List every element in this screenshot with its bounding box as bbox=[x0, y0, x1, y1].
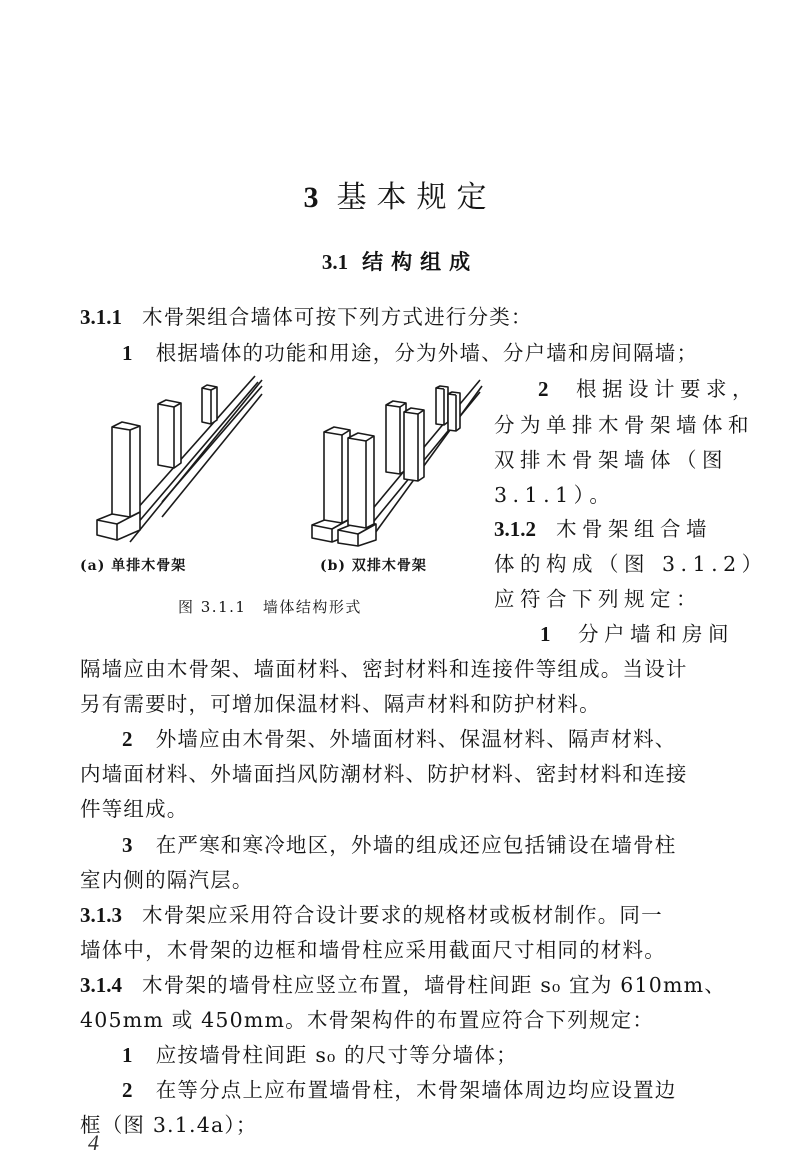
item-number: 1 bbox=[122, 341, 134, 365]
clause-3-1-2-line-1 bbox=[494, 512, 712, 542]
item-number: 1 bbox=[540, 622, 556, 646]
clause-3-1-2-item-2-line-2: 内墙面材料、外墙面挡风防潮材料、防护材料、密封材料和连接 bbox=[80, 762, 688, 786]
clause-text: 木骨架组合墙体可按下列方式进行分类： bbox=[142, 305, 533, 329]
clause-3-1-2-line-3: 应符合下列规定： bbox=[494, 587, 702, 611]
clause-number: 3.1.4 bbox=[80, 973, 122, 997]
item-number: 2 bbox=[538, 377, 554, 401]
clause-number: 3.1.1 bbox=[80, 305, 122, 329]
figure-3-1-1 bbox=[92, 372, 492, 622]
clause-3-1-1 bbox=[80, 300, 533, 330]
item-text: 根据墙体的功能和用途，分为外墙、分户墙和房间隔墙； bbox=[155, 341, 699, 365]
figure-label-b: (b) 双排木骨架 bbox=[320, 558, 427, 574]
clause-3-1-2-item-2-line-3: 件等组成。 bbox=[80, 797, 189, 821]
clause-3-1-2-item-1-line-3: 另有需要时，可增加保温材料、隔声材料和防护材料。 bbox=[80, 692, 601, 716]
wall-frame-illustration bbox=[92, 372, 492, 572]
clause-text: 木骨架组合墙 bbox=[556, 517, 712, 541]
clause-text: 木骨架应采用符合设计要求的规格材或板材制作。同一 bbox=[142, 903, 663, 927]
double-row-frame-drawing bbox=[312, 380, 482, 546]
item-text: 在等分点上应布置墙骨柱，木骨架墙体周边均应设置边 bbox=[155, 1078, 677, 1102]
page-number: 4 bbox=[88, 1130, 99, 1155]
figure-label-a: (a) 单排木骨架 bbox=[80, 558, 187, 574]
figure-caption: 图 3.1.1 墙体结构形式 bbox=[178, 598, 362, 616]
clause-3-1-2-item-2-line-1 bbox=[122, 722, 677, 752]
item-text: 根据设计要求， bbox=[576, 377, 758, 401]
clause-3-1-4-line-1 bbox=[80, 968, 726, 998]
clause-3-1-2-line-2: 体的构成（图 3.1.2） bbox=[494, 552, 768, 576]
clause-3-1-4-item-2-line-1 bbox=[122, 1073, 677, 1103]
chapter-title bbox=[0, 172, 800, 216]
item-number: 3 bbox=[122, 833, 134, 857]
section-title bbox=[0, 246, 800, 276]
clause-3-1-1-item-2-line-1 bbox=[538, 372, 758, 402]
clause-3-1-1-item-2-line-3: 双排木骨架墙体（图 bbox=[494, 448, 728, 472]
item-text: 外墙应由木骨架、外墙面材料、保温材料、隔声材料、 bbox=[155, 727, 677, 751]
clause-number: 3.1.3 bbox=[80, 903, 122, 927]
item-text: 应按墙骨柱间距 s₀ 的尺寸等分墙体； bbox=[155, 1043, 518, 1067]
item-number: 2 bbox=[122, 1078, 134, 1102]
clause-number: 3.1.2 bbox=[494, 517, 536, 541]
clause-text: 木骨架的墙骨柱应竖立布置，墙骨柱间距 s₀ 宜为 610mm、 bbox=[142, 973, 726, 997]
item-text: 分户墙和房间 bbox=[578, 622, 734, 646]
single-row-frame-drawing bbox=[97, 376, 262, 542]
clause-3-1-3-line-2: 墙体中，木骨架的边框和墙骨柱应采用截面尺寸相同的材料。 bbox=[80, 938, 666, 962]
clause-3-1-2-item-3-line-1 bbox=[122, 828, 677, 858]
clause-3-1-2-item-1-line-1 bbox=[540, 617, 734, 647]
clause-3-1-2-item-3-line-2: 室内侧的隔汽层。 bbox=[80, 868, 254, 892]
clause-3-1-1-item-2-line-2: 分为单排木骨架墙体和 bbox=[494, 413, 754, 437]
item-text: 在严寒和寒冷地区，外墙的组成还应包括铺设在墙骨柱 bbox=[155, 833, 677, 857]
section-number: 3.1 bbox=[321, 250, 349, 274]
clause-3-1-3-line-1 bbox=[80, 898, 663, 928]
clause-3-1-1-item-1 bbox=[122, 336, 698, 366]
clause-3-1-4-line-2: 405mm 或 450mm。木骨架构件的布置应符合下列规定： bbox=[80, 1008, 655, 1032]
item-number: 2 bbox=[122, 727, 134, 751]
item-number: 1 bbox=[122, 1043, 134, 1067]
chapter-number: 3 bbox=[303, 181, 319, 214]
section-title-text: 结构组成 bbox=[362, 249, 479, 274]
clause-3-1-2-item-1-line-2: 隔墙应由木骨架、墙面材料、密封材料和连接件等组成。当设计 bbox=[80, 657, 688, 681]
clause-3-1-4-item-2-line-2: 框（图 3.1.4a）； bbox=[80, 1113, 258, 1137]
clause-3-1-4-item-1 bbox=[122, 1038, 518, 1068]
clause-3-1-1-item-2-line-4: 3.1.1）。 bbox=[494, 483, 616, 507]
chapter-title-text: 基本规定 bbox=[336, 180, 497, 215]
